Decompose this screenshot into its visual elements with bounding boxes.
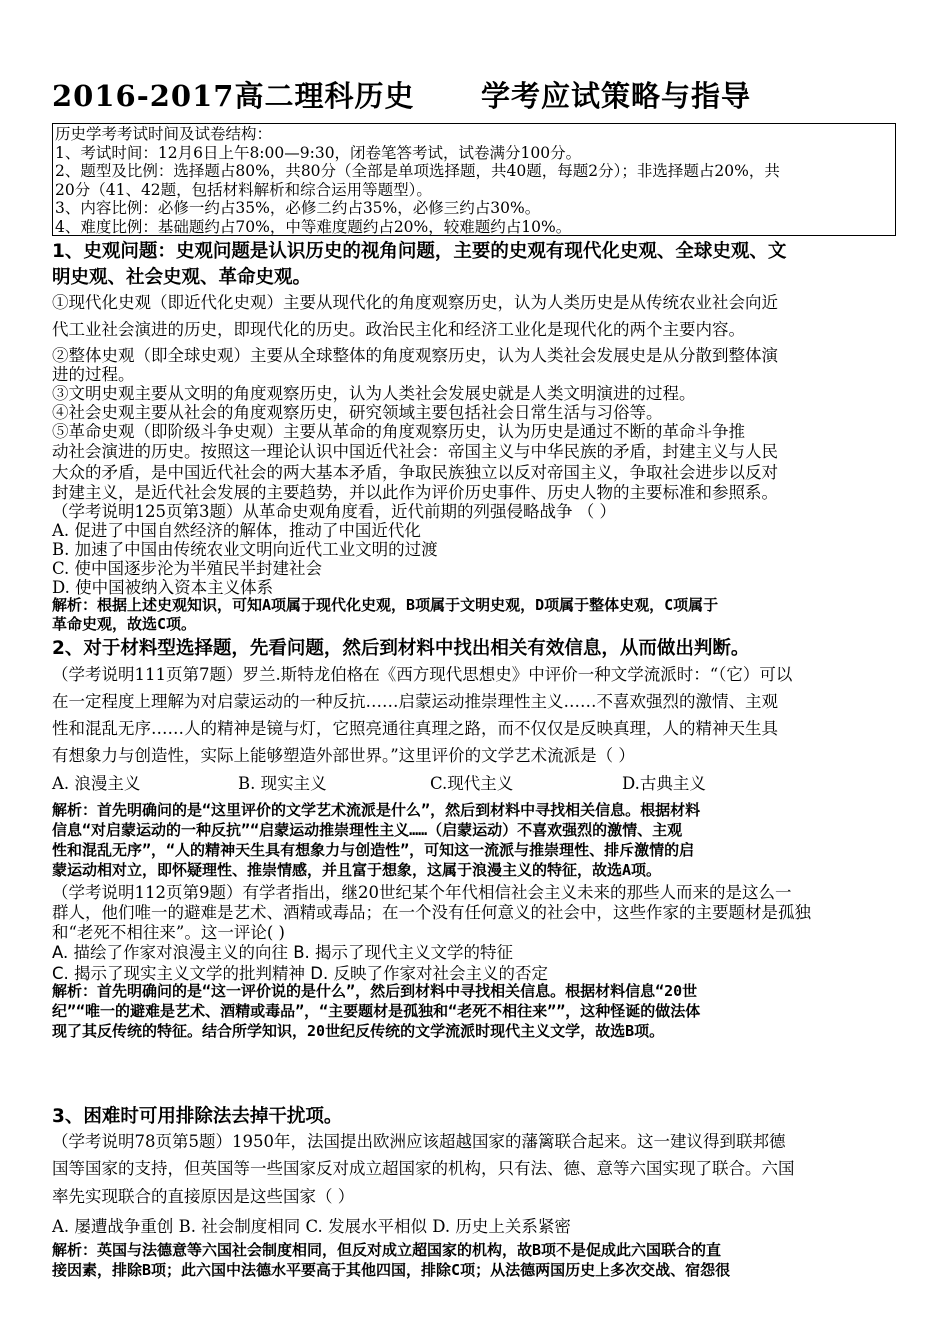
text-line: 性和混乱无序……人的精神是镜与灯，它照亮通往真理之路，而不仅仅是反映真理，人的精神天生具: [52, 719, 778, 738]
exam-info-line: 4、难度比例：基础题约占70%，中等难度题约占20%，较难题约占10%。: [55, 217, 572, 236]
answer-option: B. 加速了中国由传统农业文明向近代工业文明的过渡: [52, 540, 438, 559]
exam-info-line: 历史学考考试时间及试卷结构：: [55, 125, 273, 143]
text-line: 动社会演进的历史。按照这一理论认识中国近代社会：帝国主义与中华民族的矛盾，封建主义与人民: [52, 442, 778, 461]
question-stem: （学考说明125页第3题）从革命史观角度看，近代前期的列强侵略战争 （ ）: [52, 502, 616, 521]
text-line: 进的过程。: [52, 365, 135, 384]
exam-info-line: 1、考试时间：12月6日上午8:00—9:30，闭卷笔答考试，试卷满分100分。: [55, 143, 582, 162]
analysis-line: 信息“对启蒙运动的一种反抗”“启蒙运动推崇理性主义……（启蒙运动）不喜欢强烈的激情、主观: [52, 821, 683, 839]
text-line: ②整体史观（即全球史观）主要从全球整体的角度观察历史，认为人类社会发展史是从分散到整体演: [52, 346, 778, 365]
text-line: 率先实现联合的直接原因是这些国家（ ）: [52, 1187, 355, 1206]
answer-option: C.现代主义: [430, 774, 514, 793]
section-heading: 2、对于材料型选择题，先看问题，然后到材料中找出相关有效信息，从而做出判断。: [52, 638, 750, 659]
text-line: ①现代化史观（即近代化史观）主要从现代化的角度观察历史，认为人类历史是从传统农业社会向近: [52, 293, 778, 312]
analysis-line: 解析：英国与法德意等六国社会制度相同，但反对成立超国家的机构，故B项不是促成此六国联合的直: [52, 1241, 722, 1259]
exam-info-line: 2、题型及比例：选择题占80%，共80分（全部是单项选择题，共40题，每题2分）；非选择题占20%，共: [55, 162, 780, 181]
section-heading: 1、史观问题：史观问题是认识历史的视角问题，主要的史观有现代化史观、全球史观、文: [52, 241, 787, 262]
page-title: 2016-2017高二理科历史 学考应试策略与指导: [52, 79, 752, 113]
text-line: 有想象力与创造性，实际上能够塑造外部世界。”这里评价的文学艺术流派是（ ）: [52, 746, 635, 765]
answer-option: A. 屡遭战争重创 B. 社会制度相同 C. 发展水平相似 D. 历史上关系紧密: [52, 1217, 571, 1236]
answer-option: B. 现实主义: [238, 774, 327, 793]
text-line: 在一定程度上理解为对启蒙运动的一种反抗……启蒙运动推崇理性主义……不喜欢强烈的激情、主观: [52, 692, 778, 711]
answer-option: A. 浪漫主义: [52, 774, 141, 793]
answer-option: A. 描绘了作家对浪漫主义的向往 B. 揭示了现代主义文学的特征: [52, 943, 514, 962]
analysis-line: 解析：首先明确问的是“这一评价说的是什么”，然后到材料中寻找相关信息。根据材料信息“20世: [52, 982, 698, 1000]
text-line: ⑤革命史观（即阶级斗争史观）主要从革命的角度观察历史，认为历史是通过不断的革命斗争推: [52, 422, 745, 441]
exam-info-box: [52, 123, 896, 236]
answer-option: D. 使中国被纳入资本主义体系: [52, 578, 274, 597]
exam-info-line: 3、内容比例：必修一约占35%，必修二约占35%，必修三约占30%。: [55, 199, 541, 218]
analysis-line: 解析：根据上述史观知识，可知A项属于现代化史观，B项属于文明史观，D项属于整体史观，C项属于: [52, 596, 719, 614]
question-stem: 和“老死不相往来”。这一评论( ): [52, 923, 285, 942]
question-stem: （学考说明112页第9题）有学者指出，继20世纪某个年代相信社会主义未来的那些人而来的是这么一: [52, 883, 792, 902]
analysis-line: 革命史观，故选C项。: [52, 615, 197, 633]
analysis-line: 接因素，排除B项；此六国中法德水平要高于其他四国，排除C项；从法德两国历史上多次交战、宿怨很: [52, 1261, 731, 1279]
analysis-line: 纪”“唯一的避难是艺术、酒精或毒品”，“主要题材是孤独和“老死不相往来””，这种怪诞的做法体: [52, 1002, 701, 1020]
exam-info-line: 20分（41、42题，包括材料解析和综合运用等题型）。: [55, 180, 432, 199]
analysis-line: 解析：首先明确问的是“这里评价的文学艺术流派是什么”，然后到材料中寻找相关信息。根据材料: [52, 801, 701, 819]
text-line: （学考说明111页第7题）罗兰.斯特龙伯格在《西方现代思想史》中评价一种文学流派时：“（它）可以: [52, 665, 793, 684]
answer-option: C. 揭示了现实主义文学的批判精神 D. 反映了作家对社会主义的否定: [52, 964, 548, 983]
text-line: （学考说明78页第5题）1950年，法国提出欧洲应该超越国家的藩篱联合起来。这一建议得到联邦德: [52, 1132, 786, 1151]
analysis-line: 性和混乱无序”，“人的精神天生具有想象力与创造性”，可知这一流派与推崇理性、排斥激情的启: [52, 841, 695, 859]
text-line: ③文明史观主要从文明的角度观察历史，认为人类社会发展史就是人类文明演进的过程。: [52, 384, 696, 403]
question-stem: 群人，他们唯一的避难是艺术、酒精或毒品；在一个没有任何意义的社会中，这些作家的主要题材是孤独: [52, 903, 811, 922]
text-line: 大众的矛盾，是中国近代社会的两大基本矛盾，争取民族独立以反对帝国主义，争取社会进步以反对: [52, 463, 778, 482]
section-heading: 明史观、社会史观、革命史观。: [52, 267, 312, 288]
text-line: 国等国家的支持，但英国等一些国家反对成立超国家的机构，只有法、德、意等六国实现了联合。六国: [52, 1159, 795, 1178]
analysis-line: 现了其反传统的特征。结合所学知识，20世纪反传统的文学流派时现代主义文学，故选B项。: [52, 1022, 665, 1040]
text-line: 封建主义，是近代社会发展的主要趋势，并以此作为评价历史事件、历史人物的主要标准和参照系。: [52, 483, 778, 502]
answer-option: D.古典主义: [622, 774, 706, 793]
answer-option: C. 使中国逐步沦为半殖民半封建社会: [52, 559, 323, 578]
text-line: ④社会史观主要从社会的角度观察历史，研究领域主要包括社会日常生活与习俗等。: [52, 403, 663, 422]
analysis-line: 蒙运动相对立，即怀疑理性、推崇情感，并且富于想象，这属于浪漫主义的特征，故选A项。: [52, 861, 662, 879]
section-heading: 3、困难时可用排除法去掉干扰项。: [52, 1106, 343, 1127]
answer-option: A. 促进了中国自然经济的解体，推动了中国近代化: [52, 521, 421, 540]
text-line: 代工业社会演进的历史，即现代化的历史。政治民主化和经济工业化是现代化的两个主要内容。: [52, 320, 745, 339]
